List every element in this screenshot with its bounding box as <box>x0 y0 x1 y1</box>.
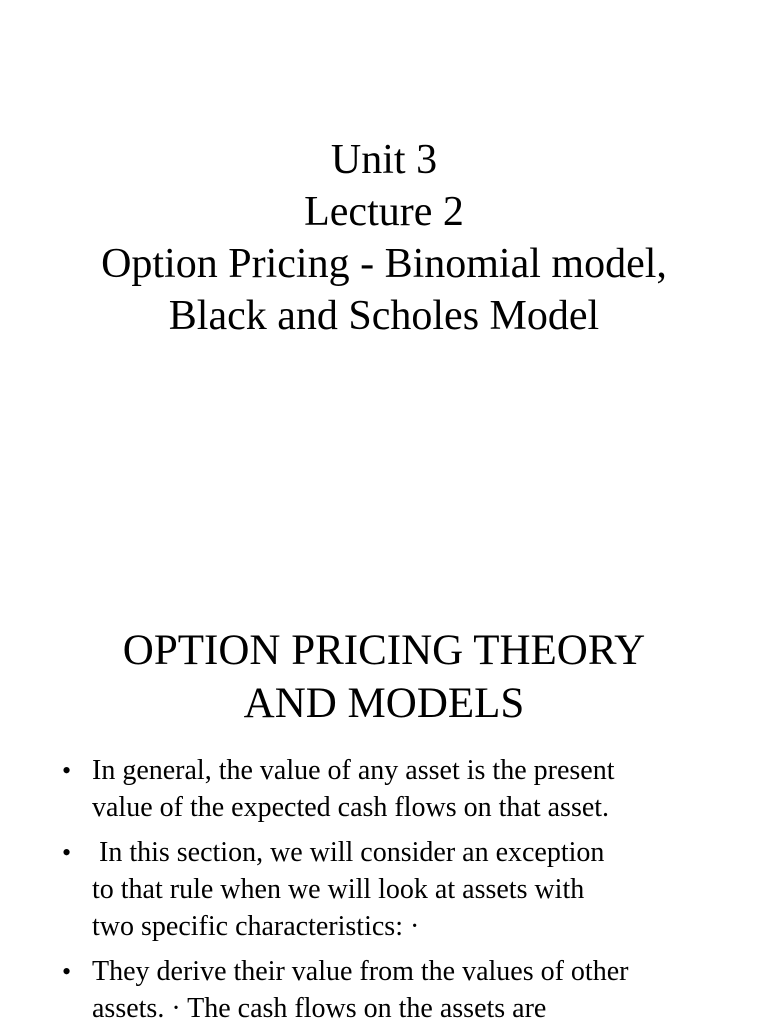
bullet-text-line: assets. · The cash flows on the assets are <box>92 993 547 1024</box>
heading-line-2: AND MODELS <box>243 680 525 727</box>
content-slide-heading <box>0 624 768 730</box>
title-slide-heading <box>0 134 768 342</box>
content-slide <box>0 576 768 1024</box>
bullet-text-line: to that rule when we will look at assets with <box>92 874 585 905</box>
bullet-text-line: two specific characteristics: · <box>92 911 420 942</box>
bullet-list <box>62 752 722 1024</box>
bullet-text-line: They derive their value from the values of other <box>92 956 629 987</box>
bullet-text-line: In this section, we will consider an exception <box>92 837 605 868</box>
bullet-icon: • <box>62 756 72 785</box>
topic-title-line-2: Black and Scholes Model <box>168 293 600 339</box>
bullet-icon: • <box>62 838 72 867</box>
bullet-text-line: value of the expected cash flows on that asset. <box>92 792 610 823</box>
bullet-text-line: In general, the value of any asset is the present <box>92 755 615 786</box>
bullet-icon: • <box>62 957 72 986</box>
unit-title: Unit 3 <box>330 137 438 183</box>
bullet-item-3 <box>62 953 722 1024</box>
lecture-title: Lecture 2 <box>304 189 464 235</box>
bullet-item-2 <box>62 834 722 945</box>
topic-title-line-1: Option Pricing - Binomial model, <box>101 241 667 287</box>
bullet-item-1 <box>62 752 722 826</box>
heading-line-1: OPTION PRICING THEORY <box>122 627 646 674</box>
